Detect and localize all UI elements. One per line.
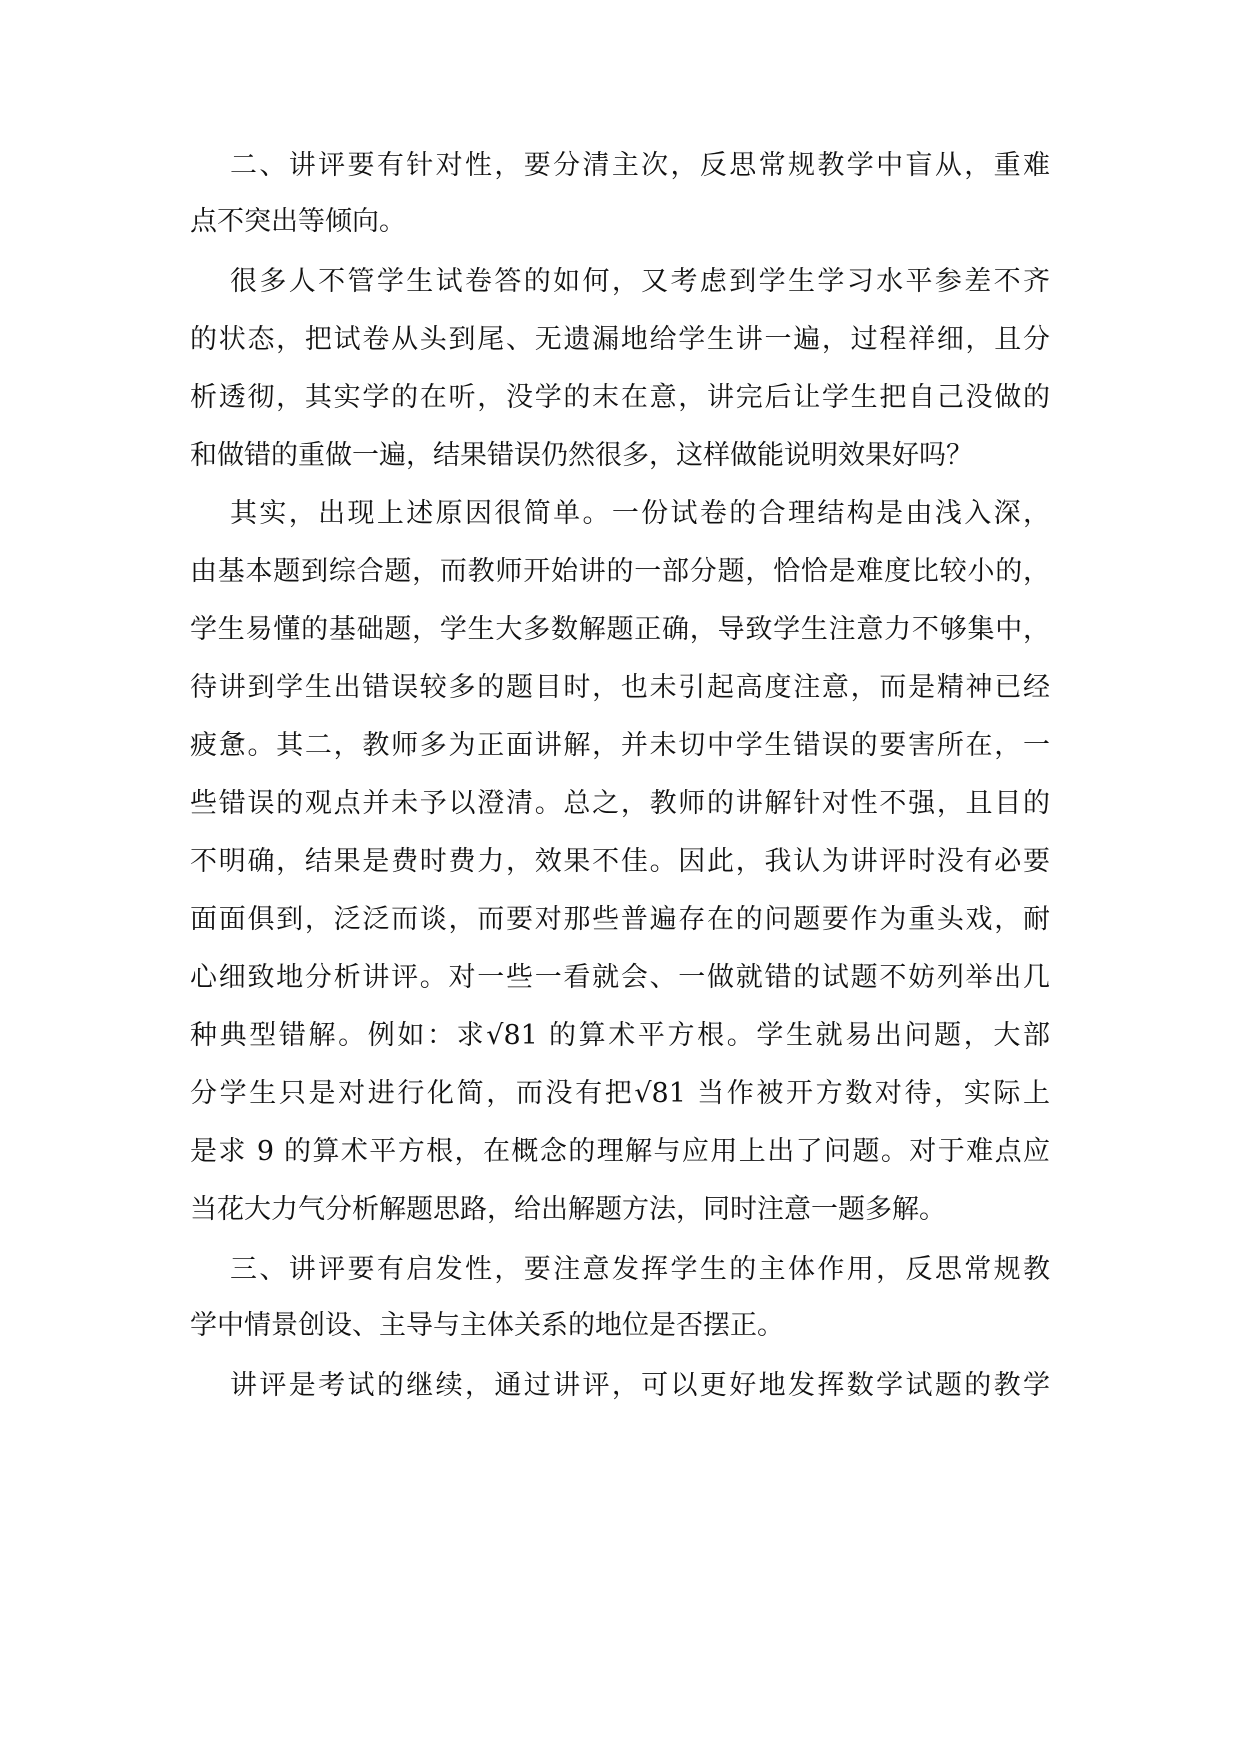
paragraph-line: 面面俱到，泛泛而谈，而要对那些普遍存在的问题要作为重头戏，耐 <box>190 904 1050 935</box>
paragraph-line: 待讲到学生出错误较多的题目时，也未引起高度注意，而是精神已经 <box>190 672 1050 703</box>
paragraph-line: 些错误的观点并未予以澄清。总之，教师的讲解针对性不强，且目的 <box>190 788 1050 819</box>
paragraph-line: 心细致地分析讲评。对一些一看就会、一做就错的试题不妨列举出几 <box>190 962 1050 993</box>
paragraph-line: 疲惫。其二，教师多为正面讲解，并未切中学生错误的要害所在，一 <box>190 730 1050 761</box>
paragraph-line: 分学生只是对进行化简，而没有把√81 当作被开方数对待，实际上 <box>190 1078 1050 1109</box>
paragraph-line: 其实，出现上述原因很简单。一份试卷的合理结构是由浅入深， <box>230 498 1050 529</box>
paragraph-line: 很多人不管学生试卷答的如何，又考虑到学生学习水平参差不齐 <box>230 266 1050 297</box>
paragraph-line: 和做错的重做一遍，结果错误仍然很多，这样做能说明效果好吗？ <box>190 440 973 471</box>
section-heading-3-line-1: 三、讲评要有启发性，要注意发挥学生的主体作用，反思常规教 <box>230 1254 1050 1285</box>
paragraph-line: 是求 9 的算术平方根，在概念的理解与应用上出了问题。对于难点应 <box>190 1136 1050 1167</box>
paragraph-line: 由基本题到综合题，而教师开始讲的一部分题，恰恰是难度比较小的， <box>190 556 1050 587</box>
section-heading-2-line-2: 点不突出等倾向。 <box>190 206 406 237</box>
paragraph-line: 学生易懂的基础题，学生大多数解题正确，导致学生注意力不够集中， <box>190 614 1050 645</box>
paragraph-line: 种典型错解。例如：求√81 的算术平方根。学生就易出问题，大部 <box>190 1020 1050 1051</box>
section-heading-2-line-1: 二、讲评要有针对性，要分清主次，反思常规教学中盲从，重难 <box>230 150 1050 181</box>
paragraph-line: 讲评是考试的继续，通过讲评，可以更好地发挥数学试题的教学 <box>230 1370 1050 1401</box>
paragraph-line: 的状态，把试卷从头到尾、无遗漏地给学生讲一遍，过程祥细，且分 <box>190 324 1050 355</box>
paragraph-line: 不明确，结果是费时费力，效果不佳。因此，我认为讲评时没有必要 <box>190 846 1050 877</box>
paragraph-line: 当花大力气分析解题思路，给出解题方法，同时注意一题多解。 <box>190 1194 946 1225</box>
section-heading-3-line-2: 学中情景创设、主导与主体关系的地位是否摆正。 <box>190 1310 784 1341</box>
paragraph-line: 析透彻，其实学的在听，没学的末在意，讲完后让学生把自己没做的 <box>190 382 1050 413</box>
